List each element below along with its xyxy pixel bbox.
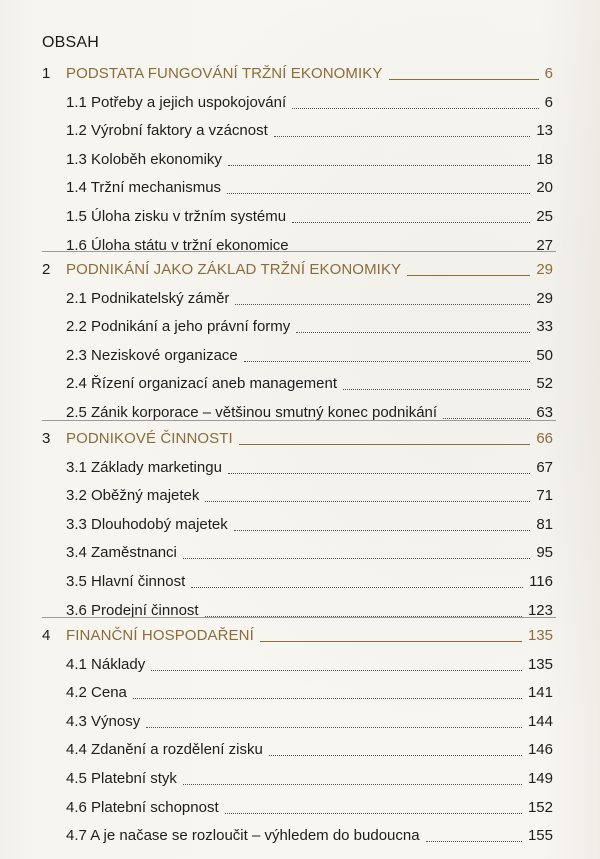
section-title: 4.6 Platební schopnost (66, 798, 219, 816)
section-entry[interactable] (0, 485, 600, 507)
section-dot-leader (225, 813, 522, 814)
section-dot-leader (443, 418, 530, 419)
section-dot-leader (292, 108, 539, 109)
section-page-number: 50 (536, 346, 553, 364)
section-dot-leader (274, 136, 530, 137)
section-dot-leader (296, 332, 530, 333)
chapter-title: FINANČNÍ HOSPODAŘENÍ (66, 627, 254, 644)
section-title: 4.4 Zdanění a rozdělení zisku (66, 741, 263, 759)
section-entry[interactable] (0, 373, 600, 395)
chapter-number: 2 (42, 261, 51, 278)
section-page-number: 6 (544, 93, 553, 111)
section-title: 1.5 Úloha zisku v tržním systému (66, 208, 287, 225)
section-dot-leader (426, 841, 522, 842)
section-dot-leader (183, 558, 530, 559)
chapter-number: 4 (42, 627, 51, 644)
section-page-number: 33 (536, 318, 553, 336)
chapter-entry[interactable] (0, 259, 600, 281)
chapter-title: PODNIKÁNÍ JAKO ZÁKLAD TRŽNÍ EKONOMIKY (66, 261, 402, 278)
section-dot-leader (183, 784, 522, 785)
section-page-number: 95 (536, 544, 553, 562)
toc-heading: OBSAH (42, 34, 100, 51)
section-dot-leader (133, 698, 522, 699)
chapter-entry[interactable] (0, 625, 600, 647)
section-entry[interactable] (0, 149, 600, 171)
chapter-leader-line (389, 79, 539, 80)
section-page-number: 20 (536, 179, 553, 197)
section-entry[interactable] (0, 654, 600, 676)
section-title: 2.3 Neziskové organizace (66, 346, 238, 364)
section-title: 1.2 Výrobní faktory a vzácnost (66, 122, 268, 140)
section-page-number: 13 (536, 122, 553, 140)
section-entry[interactable] (0, 206, 600, 228)
section-entry[interactable] (0, 711, 600, 733)
chapter-page-number: 29 (536, 261, 553, 278)
chapter-title: PODSTATA FUNGOVÁNÍ TRŽNÍ EKONOMIKY (66, 65, 383, 82)
section-title: 3.4 Zaměstnanci (66, 544, 177, 562)
section-entry[interactable] (0, 457, 600, 479)
section-page-number: 155 (527, 827, 553, 845)
chapter-number: 1 (42, 65, 51, 82)
section-title: 3.2 Oběžný majetek (66, 487, 200, 505)
section-dot-leader (191, 587, 523, 588)
section-entry[interactable] (0, 345, 600, 367)
section-page-number: 149 (527, 770, 553, 787)
section-entry[interactable] (0, 542, 600, 564)
section-title: 4.1 Náklady (66, 655, 146, 673)
section-title: 1.1 Potřeby a jejich uspokojování (66, 93, 287, 111)
section-page-number: 63 (536, 404, 553, 421)
section-title: 4.5 Platební styk (66, 770, 177, 787)
section-page-number: 135 (527, 655, 553, 673)
section-title: 4.7 A je načase se rozloučit – výhledem do budoucna (66, 827, 420, 845)
section-dot-leader (269, 755, 522, 756)
section-dot-leader (244, 361, 530, 362)
section-title: 2.2 Podnikání a jeho právní formy (66, 318, 291, 336)
section-entry[interactable] (0, 739, 600, 761)
chapter-entry[interactable] (0, 63, 600, 85)
chapter-page-number: 66 (536, 430, 553, 447)
section-title: 1.4 Tržní mechanismus (66, 179, 222, 197)
section-title: 1.3 Koloběh ekonomiky (66, 150, 222, 168)
chapter-leader-line (239, 444, 530, 445)
chapter-number: 3 (42, 430, 51, 447)
section-dot-leader (343, 389, 530, 390)
section-entry[interactable] (0, 571, 600, 593)
section-page-number: 25 (536, 208, 553, 225)
chapter-divider (42, 420, 556, 421)
section-page-number: 144 (527, 712, 553, 730)
section-page-number: 27 (536, 236, 553, 254)
section-title: 1.6 Úloha státu v tržní ekonomice (66, 236, 289, 254)
section-entry[interactable] (0, 682, 600, 704)
section-entry[interactable] (0, 120, 600, 142)
chapter-divider (42, 617, 556, 618)
section-page-number: 81 (536, 515, 553, 533)
chapter-leader-line (260, 641, 522, 642)
chapter-page-number: 135 (527, 627, 553, 644)
section-title: 3.1 Základy marketingu (66, 458, 222, 476)
section-dot-leader (146, 727, 522, 728)
section-page-number: 67 (536, 458, 553, 476)
section-dot-leader (234, 530, 530, 531)
section-title: 2.5 Zánik korporace – většinou smutný konec podnikání (66, 404, 438, 421)
section-entry[interactable] (0, 514, 600, 536)
section-title: 4.2 Cena (66, 684, 127, 702)
section-entry[interactable] (0, 600, 600, 622)
chapter-page-number: 6 (544, 65, 553, 82)
section-title: 2.4 Řízení organizací aneb management (66, 375, 338, 393)
section-dot-leader (292, 222, 530, 223)
section-entry[interactable] (0, 288, 600, 310)
section-dot-leader (228, 473, 530, 474)
section-page-number: 152 (527, 798, 553, 816)
section-entry[interactable] (0, 797, 600, 819)
section-dot-leader (227, 193, 530, 194)
section-entry[interactable] (0, 92, 600, 114)
section-dot-leader (228, 165, 530, 166)
section-entry[interactable] (0, 768, 600, 790)
chapter-leader-line (407, 275, 530, 276)
section-page-number: 141 (527, 684, 553, 702)
section-page-number: 71 (536, 487, 553, 505)
section-title: 3.3 Dlouhodobý majetek (66, 515, 228, 533)
section-page-number: 116 (529, 573, 553, 590)
chapter-entry[interactable] (0, 428, 600, 450)
section-title: 3.6 Prodejní činnost (66, 601, 199, 619)
section-entry[interactable] (0, 235, 600, 257)
section-entry[interactable] (0, 316, 600, 338)
chapter-title: PODNIKOVÉ ČINNOSTI (66, 430, 233, 447)
section-entry[interactable] (0, 177, 600, 199)
section-entry[interactable] (0, 825, 600, 847)
section-title: 2.1 Podnikatelský záměr (66, 289, 230, 307)
section-page-number: 18 (536, 150, 553, 168)
chapter-divider (42, 251, 556, 252)
section-title: 3.5 Hlavní činnost (66, 573, 186, 590)
section-page-number: 146 (527, 741, 553, 759)
section-page-number: 52 (536, 375, 553, 393)
section-page-number: 29 (536, 289, 553, 307)
section-dot-leader (151, 670, 522, 671)
section-page-number: 123 (527, 601, 553, 619)
section-dot-leader (205, 501, 530, 502)
section-dot-leader (235, 304, 530, 305)
section-title: 4.3 Výnosy (66, 712, 141, 730)
